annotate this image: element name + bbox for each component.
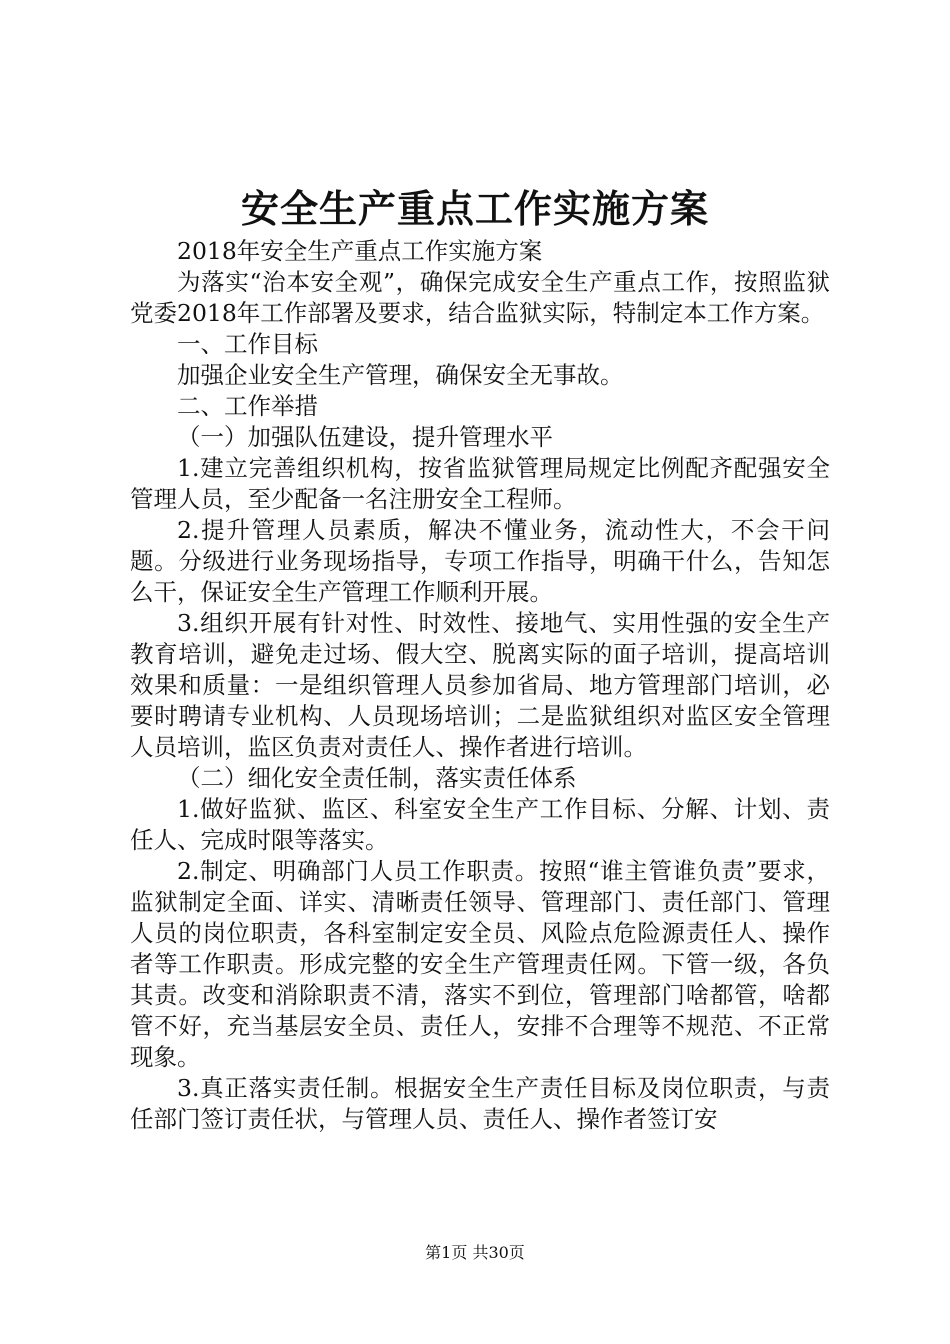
section-heading: 二、工作举措 (177, 392, 318, 420)
paragraph: 加强企业安全生产管理，确保安全无事故。 (177, 361, 624, 389)
document-title: 安全生产重点工作实施方案 (240, 186, 709, 231)
document-body (130, 236, 830, 1135)
page-number-footer: 第1页 共30页 (425, 1243, 525, 1262)
paragraph: 1.建立完善组织机构，按省监狱管理局规定比例配齐配强安全管理人员，至少配备一名注册安全工程师。 (130, 454, 830, 513)
paragraph: 2018年安全生产重点工作实施方案 (177, 237, 543, 265)
subsection-heading: （一）加强队伍建设，提升管理水平 (177, 423, 553, 451)
paragraph: 1.做好监狱、监区、科室安全生产工作目标、分解、计划、责任人、完成时限等落实。 (130, 795, 830, 854)
subsection-heading: （二）细化安全责任制，落实责任体系 (177, 764, 577, 792)
section-heading: 一、工作目标 (177, 330, 318, 358)
paragraph: 2.提升管理人员素质，解决不懂业务，流动性大，不会干问题。分级进行业务现场指导，专项工作指导，明确干什么，告知怎么干，保证安全生产管理工作顺利开展。 (130, 516, 830, 606)
paragraph: 为落实“治本安全观”，确保完成安全生产重点工作，按照监狱党委2018年工作部署及要求，结合监狱实际，特制定本工作方案。 (130, 268, 830, 327)
paragraph: 3.真正落实责任制。根据安全生产责任目标及岗位职责，与责任部门签订责任状，与管理人员、责任人、操作者签订安 (130, 1074, 830, 1133)
paragraph: 2.制定、明确部门人员工作职责。按照“谁主管谁负责”要求，监狱制定全面、详实、清晰责任领导、管理部门、责任部门、管理人员的岗位职责，各科室制定安全员、风险点危险源责任人、操作者等工作职责。形成完整的安全生产管理责任网。下管一级，各负其责。改变和消除职责不清，落实不到位，管理部门啥都管，啥都管不好，充当基层安全员、责任人，安排不合理等不规范、不正常现象。 (130, 857, 830, 1071)
paragraph: 3.组织开展有针对性、时效性、接地气、实用性强的安全生产教育培训，避免走过场、假大空、脱离实际的面子培训，提高培训效果和质量：一是组织管理人员参加省局、地方管理部门培训，必要时聘请专业机构、人员现场培训；二是监狱组织对监区安全管理人员培训，监区负责对责任人、操作者进行培训。 (130, 609, 830, 761)
